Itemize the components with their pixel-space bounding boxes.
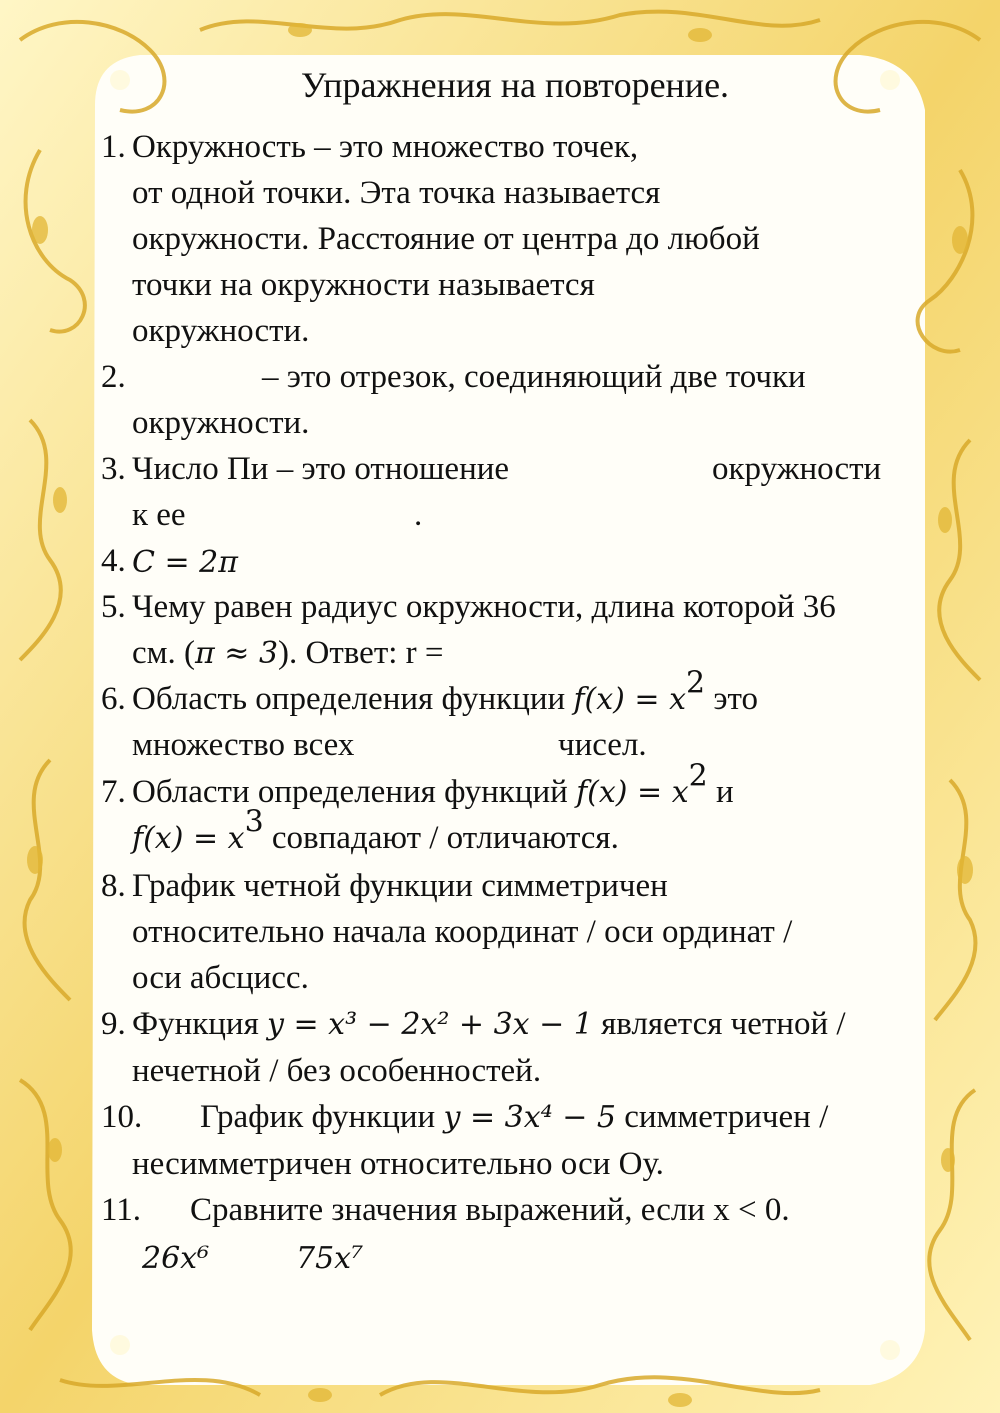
item-6-line-1: Область определения функции $f(x) = x^2$ это xyxy=(132,665,759,717)
item-number: 4. xyxy=(101,543,126,579)
item-number: 11. xyxy=(101,1192,142,1228)
item-1-line-1: Окружность – это множество точек, xyxy=(132,129,639,165)
item-8-line-3: оси абсцисс. xyxy=(132,960,309,996)
item-9-line-1: Функция y = x³ − 2x² + 3x − 1 является четной / xyxy=(132,1006,846,1042)
item-1-line-5: окружности. xyxy=(132,313,310,349)
item-4-formula: C = 2π xyxy=(132,545,238,580)
item-2-line-2: окружности. xyxy=(132,405,310,441)
item-number: 3. xyxy=(101,451,126,487)
item-9-text-c: нечетной / без особенностей. xyxy=(132,1053,542,1089)
item-number: 2. xyxy=(101,359,126,395)
item-11-expr-1: 26x⁶ xyxy=(142,1241,210,1276)
item-11-text-a: Сравните значения выражений, если x < 0. xyxy=(190,1192,790,1228)
item-3-text-a: Число Пи – это отношение xyxy=(132,451,510,487)
item-3-text-d: . xyxy=(414,497,423,533)
item-6-text-d: чисел. xyxy=(558,727,647,763)
item-8-line-2: относительно начала координат / оси ординат / xyxy=(132,914,793,950)
item-2-line-1: – это отрезок, соединяющий две точки xyxy=(262,359,806,395)
item-number: 8. xyxy=(101,868,126,904)
item-10-text-c: несимметричен относительно оси Оу. xyxy=(132,1146,664,1182)
page-title: Упражнения на повторение. xyxy=(300,65,730,105)
item-1-line-2: от одной точки. Эта точка называется xyxy=(132,175,661,211)
item-11-expr-2: 75x⁷ xyxy=(296,1241,364,1276)
item-number: 6. xyxy=(101,681,126,717)
item-5-line-2: см. (π ≈ 3). Ответ: r = xyxy=(132,635,444,671)
item-10-line-1: График функции y = 3x⁴ − 5 симметричен / xyxy=(200,1099,829,1135)
item-number: 5. xyxy=(101,589,126,625)
item-7-line-1: Области определения функций $f(x) = x^2$ и xyxy=(132,758,734,810)
item-1-line-4: точки на окружности называется xyxy=(132,267,595,303)
item-number: 10. xyxy=(101,1099,143,1135)
item-1-line-3: окружности. Расстояние от центра до любой xyxy=(132,221,760,257)
item-8-line-1: График четной функции симметричен xyxy=(132,868,668,904)
item-number: 7. xyxy=(101,774,126,810)
item-6-text-c: множество всех xyxy=(132,727,355,763)
item-number: 1. xyxy=(101,129,126,165)
item-7-line-2: $f(x) = x^3$ совпадают / отличаются. xyxy=(132,804,619,856)
item-3-text-c: к ее xyxy=(132,497,186,533)
item-number: 9. xyxy=(101,1006,126,1042)
item-3-text-b: окружности xyxy=(712,451,882,487)
item-5-text-a: Чему равен радиус окружности, длина которой 36 xyxy=(132,589,836,625)
